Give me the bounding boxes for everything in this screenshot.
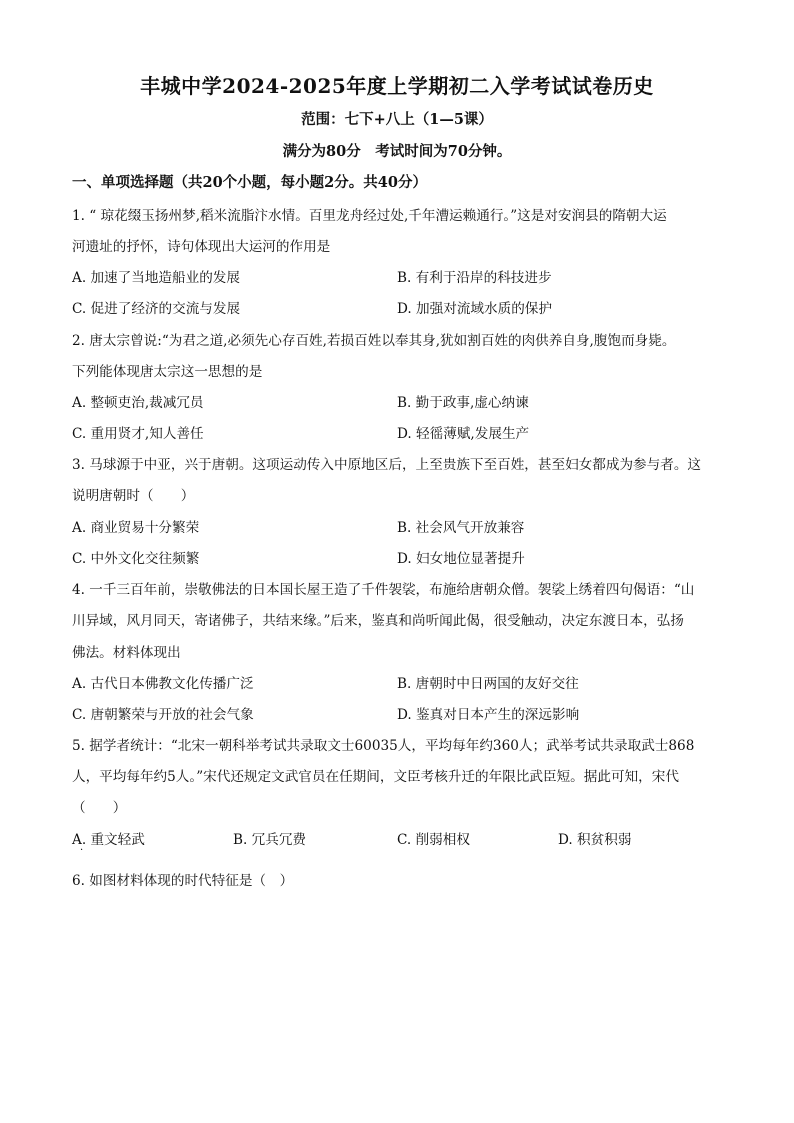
option-c[interactable]: C. 促进了经济的交流与发展: [72, 301, 241, 317]
option-c[interactable]: C. 削弱相权: [397, 832, 470, 848]
question-stem-line: 3. 马球源于中亚，兴于唐朝。这项运动传入中原地区后，上至贵族下至百姓，甚至妇女都成为参与者。这: [72, 457, 702, 473]
option-c[interactable]: C. 中外文化交往频繁: [72, 551, 200, 567]
option-a[interactable]: A. 古代日本佛教文化传播广泛: [72, 676, 254, 692]
option-a[interactable]: A. 商业贸易十分繁荣: [72, 520, 200, 536]
question-stem-line: 说明唐朝时（ ）: [72, 488, 195, 504]
stray-dot-mark: ·: [80, 845, 84, 856]
option-b[interactable]: B. 勤于政事,虚心纳谏: [397, 395, 529, 411]
question-stem-line: 人，平均每年约5人。”宋代还规定文武官员在任期间，文臣考核升迁的年限比武臣短。据此可知，宋代: [72, 769, 679, 785]
option-b[interactable]: B. 唐朝时中日两国的友好交往: [397, 676, 579, 692]
question-stem-line: 川异域，风月同天，寄诸佛子，共结来缘。”后来，鉴真和尚听闻此偈，很受触动，决定东渡日本，弘扬: [72, 613, 684, 629]
question-stem-line: 佛法。材料体现出: [72, 645, 181, 661]
option-d[interactable]: D. 鉴真对日本产生的深远影响: [397, 707, 580, 723]
option-a[interactable]: A. 加速了当地造船业的发展: [72, 270, 240, 286]
option-b[interactable]: B. 有利于沿岸的科技进步: [397, 270, 552, 286]
option-b[interactable]: B. 社会风气开放兼容: [397, 520, 525, 536]
option-c[interactable]: C. 重用贤才,知人善任: [72, 426, 204, 442]
option-c[interactable]: C. 唐朝繁荣与开放的社会气象: [72, 707, 254, 723]
question-stem-line: 6. 如图材料体现的时代特征是（ ）: [72, 873, 294, 889]
question-stem-line: 2. 唐太宗曾说:“为君之道,必须先心存百姓,若损百姓以奉其身,犹如割百姓的肉供养自身,腹饱而身毙。: [72, 333, 676, 349]
exam-scope: 范围：七下+八上（1—5课）: [301, 111, 493, 128]
question-stem-line: 河遗址的抒怀，诗句体现出大运河的作用是: [72, 239, 331, 255]
option-d[interactable]: D. 积贫积弱: [558, 832, 632, 848]
question-stem-line: 4. 一千三百年前，崇敬佛法的日本国长屋王造了千件袈裟，布施给唐朝众僧。袈裟上绣着四句偈语：“山: [72, 582, 695, 598]
exam-score-time: 满分为80分 考试时间为70分钟。: [282, 143, 512, 160]
option-d[interactable]: D. 轻徭薄赋,发展生产: [397, 426, 530, 442]
section-heading-single-choice: 一、单项选择题（共20个小题，每小题2分。共40分）: [72, 174, 427, 191]
question-stem-line: 下列能体现唐太宗这一思想的是: [72, 364, 263, 380]
question-stem-line: （ ）: [72, 800, 127, 816]
option-a[interactable]: A. 重文轻武: [72, 832, 145, 848]
question-stem-line: 5. 据学者统计：“北宋一朝科举考试共录取文士60035人，平均每年约360人；武举考试共录取武士868: [72, 738, 695, 754]
option-b[interactable]: B. 冗兵冗费: [233, 832, 307, 848]
option-d[interactable]: D. 加强对流域水质的保护: [397, 301, 552, 317]
question-stem-line: 1. “ 琼花缀玉扬州梦,稻米流脂汴水情。百里龙舟经过处,千年漕运赖通行。”这是对安润县的隋朝大运: [72, 208, 667, 224]
option-a[interactable]: A. 整顿吏治,裁减冗员: [72, 395, 204, 411]
exam-title: 丰城中学2024-2025年度上学期初二入学考试试卷历史: [140, 74, 654, 98]
option-d[interactable]: D. 妇女地位显著提升: [397, 551, 525, 567]
